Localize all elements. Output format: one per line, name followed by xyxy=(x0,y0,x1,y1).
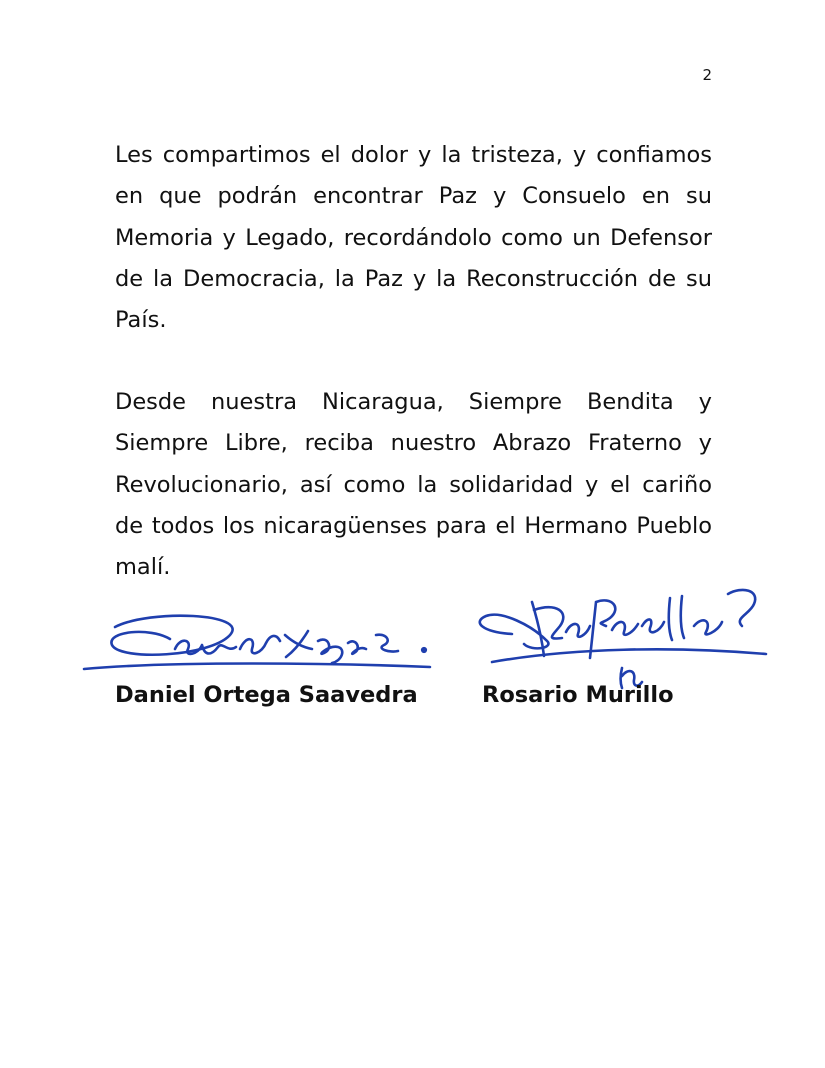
signer-name-murillo: Rosario Murillo xyxy=(482,682,674,708)
paragraph-condolence: Les compartimos el dolor y la tristeza, y confiamos en que podrán encontrar Paz y Consuelo en su Memoria y Legado, recordándolo como un Defensor de la Democracia, la Paz y la Reconstrucción de su País. xyxy=(115,142,712,334)
signature-ortega xyxy=(80,605,435,685)
page-number: 2 xyxy=(702,66,712,84)
paragraph-greeting: Desde nuestra Nicaragua, Siempre Bendita y Siempre Libre, reciba nuestro Abrazo Fraterno y Revolucionario, así como la solidaridad y el cariño de todos los nicaragüenses para el Hermano Pueblo malí. xyxy=(115,389,712,581)
signature-murillo xyxy=(472,582,772,690)
signer-name-ortega: Daniel Ortega Saavedra xyxy=(115,682,418,708)
